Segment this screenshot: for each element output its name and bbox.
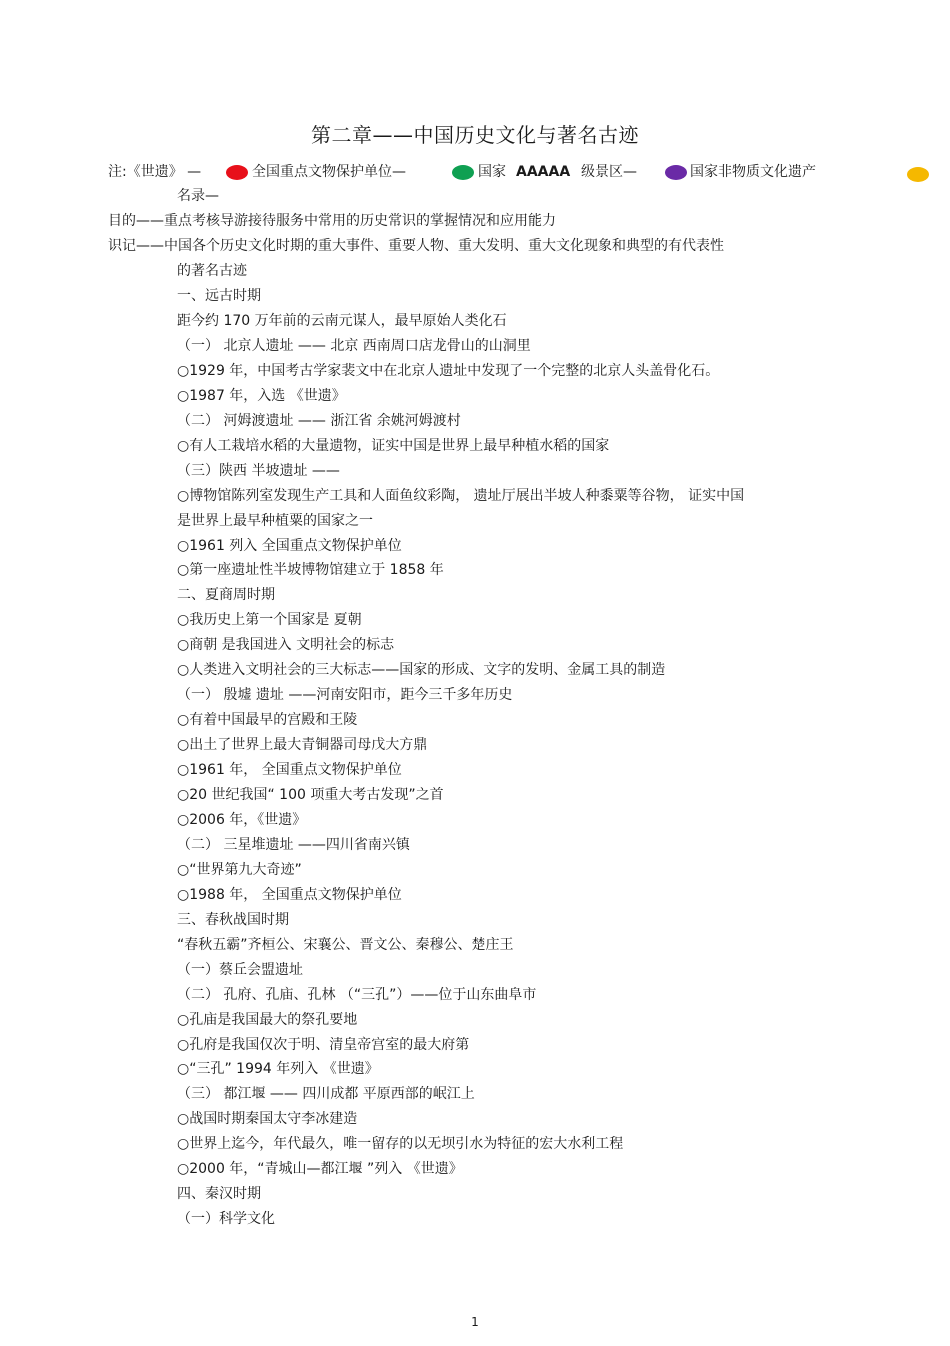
red-dot-icon bbox=[226, 165, 248, 180]
page-number: 1 bbox=[471, 1315, 479, 1329]
content-line: ○有着中国最早的宫殿和王陵 bbox=[177, 712, 358, 729]
content-line: ○出土了世界上最大青铜器司母戊大方鼎 bbox=[177, 737, 428, 754]
purple-dot-icon bbox=[665, 165, 687, 180]
content-line: ○1961 列入 全国重点文物保护单位 bbox=[177, 537, 402, 554]
yellow-dot-icon bbox=[907, 167, 929, 182]
legend-continuation: 名录— bbox=[177, 188, 219, 204]
legend-row bbox=[0, 162, 950, 182]
content-line: ○1987 年，入选 《世遗》 bbox=[177, 387, 346, 404]
memorize-line: 识记——中国各个历史文化时期的重大事件、重要人物、重大发明、重大文化现象和典型的有代表性 bbox=[108, 238, 724, 254]
content-line: ○我历史上第一个国家是 夏朝 bbox=[177, 612, 362, 629]
content-line: （一）科学文化 bbox=[177, 1211, 275, 1228]
content-line: ○战国时期秦国太守李冰建造 bbox=[177, 1111, 358, 1128]
content-line: （三）陕西 半坡遗址 —— bbox=[177, 462, 340, 479]
legend-label-green: 国家 bbox=[478, 164, 506, 180]
content-line: （一） 殷墟 遗址 ——河南安阳市，距今三千多年历史 bbox=[177, 687, 513, 704]
content-line: ○1988 年， 全国重点文物保护单位 bbox=[177, 886, 402, 903]
content-line: 一、远古时期 bbox=[177, 288, 261, 304]
content-line: 四、秦汉时期 bbox=[177, 1186, 261, 1203]
content-line: （二） 孔府、孔庙、孔林 （“三孔”）——位于山东曲阜市 bbox=[177, 986, 537, 1003]
content-line: （二） 三星堆遗址 ——四川省南兴镇 bbox=[177, 836, 410, 853]
content-line: ○人类进入文明社会的三大标志——国家的形成、文字的发明、金属工具的制造 bbox=[177, 662, 666, 679]
content-line: “春秋五霸”齐桓公、宋襄公、晋文公、秦穆公、楚庄王 bbox=[177, 936, 514, 953]
content-line: ○“三孔” 1994 年列入 《世遗》 bbox=[177, 1061, 379, 1078]
content-line: ○世界上迄今，年代最久，唯一留存的以无坝引水为特征的宏大水利工程 bbox=[177, 1136, 624, 1153]
legend-label-red: 全国重点文物保护单位— bbox=[252, 164, 406, 180]
content-line: ○孔府是我国仅次于明、清皇帝宫室的最大府第 bbox=[177, 1036, 470, 1053]
content-line: ○1929 年，中国考古学家裴文中在北京人遗址中发现了一个完整的北京人头盖骨化石。 bbox=[177, 362, 720, 379]
content-line: 是世界上最早种植粟的国家之一 bbox=[177, 512, 373, 529]
legend-grade: 级景区— bbox=[581, 164, 637, 180]
content-line: ○第一座遗址性半坡博物馆建立于 1858 年 bbox=[177, 562, 444, 579]
content-line: （三） 都江堰 —— 四川成都 平原西部的岷江上 bbox=[177, 1086, 475, 1103]
legend-prefix: 注:《世遗》 — bbox=[108, 164, 202, 180]
content-line: ○有人工栽培水稻的大量遗物，证实中国是世界上最早种植水稻的国家 bbox=[177, 437, 610, 454]
green-dot-icon bbox=[452, 165, 474, 180]
page-title: 第二章——中国历史文化与著名古迹 bbox=[311, 123, 639, 147]
content-line: 距今约 170 万年前的云南元谋人，最早原始人类化石 bbox=[177, 312, 507, 329]
purpose-line: 目的——重点考核导游接待服务中常用的历史常识的掌握情况和应用能力 bbox=[108, 213, 556, 229]
content-line: ○20 世纪我国“ 100 项重大考古发现”之首 bbox=[177, 787, 444, 803]
content-line: （一）蔡丘会盟遗址 bbox=[177, 961, 303, 978]
content-line: ○博物馆陈列室发现生产工具和人面鱼纹彩陶， 遗址厅展出半坡人种黍粟等谷物， 证实中国 bbox=[177, 487, 745, 504]
content-line: （一） 北京人遗址 —— 北京 西南周口店龙骨山的山洞里 bbox=[177, 337, 531, 354]
legend-aaaaa: AAAAA bbox=[516, 164, 571, 180]
memorize-line-cont: 的著名古迹 bbox=[177, 263, 247, 279]
content-line: ○孔庙是我国最大的祭孔要地 bbox=[177, 1011, 358, 1028]
content-line: 三、春秋战国时期 bbox=[177, 911, 289, 928]
content-line: ○2000 年，“青城山—都江堰 ”列入 《世遗》 bbox=[177, 1161, 463, 1178]
content-line: 二、夏商周时期 bbox=[177, 587, 275, 604]
content-line: ○“世界第九大奇迹” bbox=[177, 861, 302, 878]
content-line: ○商朝 是我国进入 文明社会的标志 bbox=[177, 637, 395, 654]
legend-label-purple: 国家非物质文化遗产 bbox=[690, 164, 816, 180]
content-line: （二） 河姆渡遗址 —— 浙江省 余姚河姆渡村 bbox=[177, 412, 461, 429]
content-line: ○2006 年，《世遗》 bbox=[177, 811, 307, 828]
content-line: ○1961 年， 全国重点文物保护单位 bbox=[177, 762, 402, 779]
